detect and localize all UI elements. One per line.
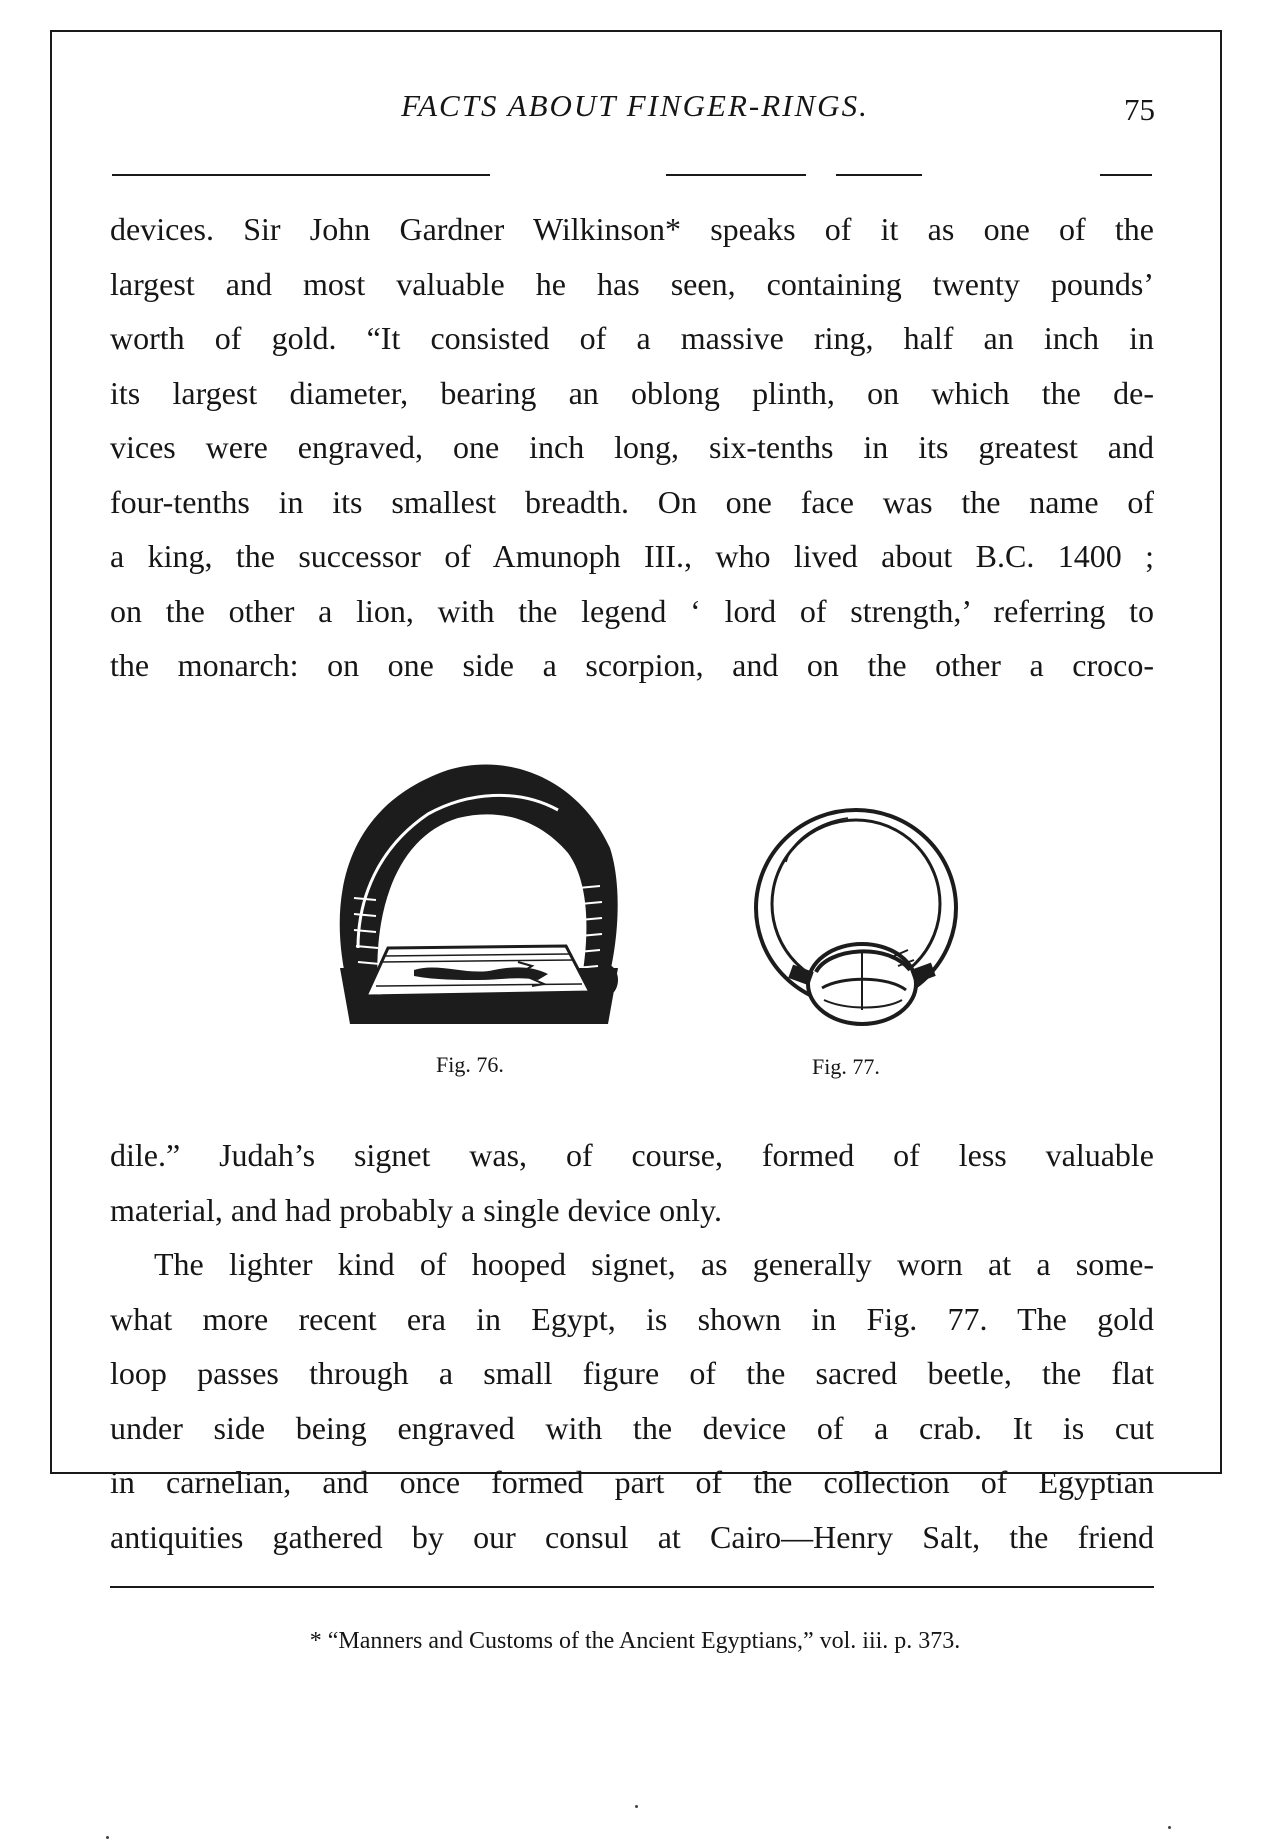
text-line: material, and had probably a single device only. bbox=[110, 1191, 722, 1228]
text-line: dile.” Judah’s signet was, of course, formed of less valuable bbox=[110, 1137, 1154, 1173]
text-line: worth of gold. “It consisted of a massive ring, half an inch in bbox=[110, 320, 1154, 356]
scan-speck bbox=[1168, 1826, 1171, 1829]
footnote-rule bbox=[110, 1586, 1154, 1588]
text-line: the monarch: on one side a scorpion, and on the other a croco- bbox=[110, 647, 1154, 683]
page-number: 75 bbox=[1124, 92, 1155, 127]
text-line: antiquities gathered by our consul at Cairo—Henry Salt, the friend bbox=[110, 1518, 1154, 1555]
text-line: its largest diameter, bearing an oblong plinth, on which the de- bbox=[110, 374, 1154, 411]
head-rule-right bbox=[1100, 174, 1152, 176]
text-line: four-tenths in its smallest breadth. On one face was the name of bbox=[110, 483, 1154, 520]
head-rule-mid bbox=[666, 174, 806, 176]
text-line: in carnelian, and once formed part of the collection of Egyptian bbox=[110, 1464, 1154, 1500]
text-line: devices. Sir John Gardner Wilkinson* speaks of it as one of the bbox=[110, 211, 1154, 247]
fig77-ring-illustration bbox=[738, 800, 978, 1040]
text-line: The lighter kind of hooped signet, as generally worn at a some- bbox=[154, 1246, 1154, 1282]
fig76-caption: Fig. 76. bbox=[436, 1052, 504, 1077]
head-rule-left bbox=[112, 174, 490, 176]
scan-speck bbox=[635, 1805, 638, 1808]
text-line: largest and most valuable he has seen, containing twenty pounds’ bbox=[110, 265, 1154, 302]
text-line: on the other a lion, with the legend ‘ lord of strength,’ referring to bbox=[110, 592, 1154, 629]
head-rule-mid2 bbox=[836, 174, 922, 176]
scan-speck bbox=[106, 1836, 109, 1839]
text-line: vices were engraved, one inch long, six-tenths in its greatest and bbox=[110, 429, 1154, 465]
footnote: * “Manners and Customs of the Ancient Egyptians,” vol. iii. p. 373. bbox=[309, 1628, 961, 1654]
text-line: what more recent era in Egypt, is shown in Fig. 77. The gold bbox=[110, 1300, 1154, 1337]
fig77-caption: Fig. 77. bbox=[812, 1054, 880, 1079]
running-title: FACTS ABOUT FINGER-RINGS. bbox=[401, 88, 869, 123]
page-border-top bbox=[50, 30, 1222, 32]
body-text-bottom bbox=[110, 1128, 1154, 1564]
page-border-left bbox=[50, 30, 52, 1474]
page-border-right bbox=[1220, 30, 1222, 1474]
text-line: under side being engraved with the device of a crab. It is cut bbox=[110, 1409, 1154, 1446]
body-text-top bbox=[110, 202, 1154, 693]
fig76-ring-illustration bbox=[318, 748, 634, 1048]
text-line: loop passes through a small figure of the sacred beetle, the flat bbox=[110, 1355, 1154, 1391]
text-line: a king, the successor of Amunoph III., who lived about B.C. 1400 ; bbox=[110, 538, 1154, 574]
